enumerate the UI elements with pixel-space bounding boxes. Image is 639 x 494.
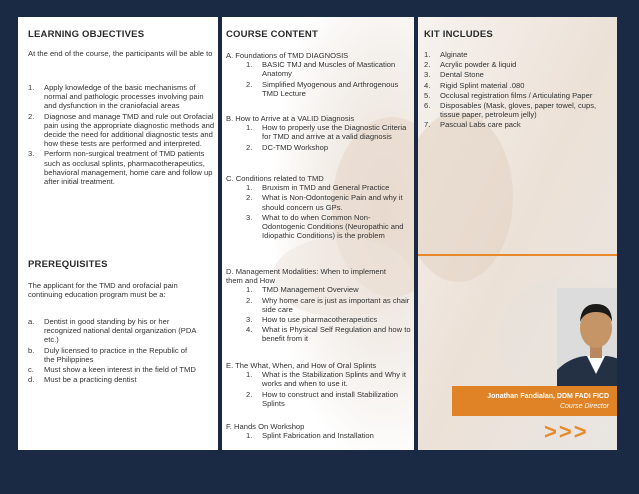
list-item: 4. What is Physical Self Regulation and how to benefit from it [246,325,411,344]
list-item: 1. Apply knowledge of the basic mechanisms of normal and pathologic processes involving pain and dysfunction in the craniofacial areas [28,83,204,111]
prerequisites-intro: The applicant for the TMD and orofacial pain continuing education program must be a: [28,281,178,300]
course-section-d [226,267,412,345]
list-item: 2. What is Non-Odontogenic Pain and why it should concern us GPs. [246,193,403,212]
list-item: 1. BASIC TMJ and Muscles of Mastication Anatomy [246,60,396,79]
list-item: 2. Diagnose and manage TMD and rule out Orofacial pain using the appropriate diagnostic methods and decide the need for additional diagnostic tests and how these tests are performed and interpreted. [28,111,215,149]
list-item: 1. Bruxism in TMD and General Practice [246,183,390,193]
panel-right [418,17,617,450]
learning-objectives-intro: At the end of the course, the participants will be able to [28,49,213,58]
course-section-e [226,361,412,409]
section-title: A. Foundations of TMD DIAGNOSIS [226,51,349,60]
list-item: 2. DC-TMD Workshop [246,142,329,152]
list-item: 6. Disposables (Mask, gloves, paper towel, cups, tissue paper, petroleum jelly) [424,101,597,120]
section-title: C. Conditions related to TMD [226,174,324,183]
director-role: Course Director [559,403,609,410]
director-portrait [557,288,617,386]
list-item: 3. What to do when Common Non-Odontogenic Conditions (Neuropathic and Idiopathic Conditions) is the problem [246,212,404,241]
prerequisites-heading: PREREQUISITES [28,259,108,270]
list-item: d. Must be a practicing dentist [28,375,137,385]
list-item: 3. How to use pharmacotherapeutics [246,315,378,325]
learning-objectives-heading: LEARNING OBJECTIVES [28,29,145,40]
list-item: 5. Occlusal registration films / Articulating Paper [424,90,593,100]
list-item: 2. Simplified Myogenous and Arthrogenous TMD Lecture [246,79,399,98]
list-item: 3. Dental Stone [424,70,484,80]
prerequisites-list [28,317,198,385]
list-item: 1. Splint Fabrication and Installation [246,431,374,441]
list-item: 4. Rigid Splint material .080 [424,80,525,90]
list-item: 2. Why home care is just as important as chair side care [246,295,410,314]
section-title: B. How to Arrive at a VALID Diagnosis [226,114,355,123]
course-section-f [226,422,412,441]
list-item: 2. How to construct and install Stabilization Splints [246,389,398,408]
kit-includes-heading: KIT INCLUDES [424,29,493,40]
list-item: b. Duly licensed to practice in the Republic of the Philippines [28,345,188,364]
list-item: 1. How to properly use the Diagnostic Criteria for TMD and arrive at a valid diagnosis [246,123,407,142]
course-content-heading: COURSE CONTENT [226,29,318,40]
section-title: D. Management Modalities: When to implement them and How [226,267,386,286]
list-item: 1. What is the Stabilization Splints and Why it works and when to use it. [246,370,406,389]
course-section-c [226,174,412,241]
list-item: c. Must show a keen interest in the field of TMD [28,365,196,375]
list-item: a. Dentist in good standing by his or her recognized national dental organization (PDA etc.) [28,317,196,345]
kit-list [424,50,604,131]
panel-left [18,17,218,450]
director-name: Jonathan Fandialan, DDM FADI FICD [487,393,609,400]
next-arrows-icon: >>> [544,419,589,444]
list-item: 1. TMD Management Overview [246,285,359,295]
panel-middle [222,17,414,450]
course-section-a [226,51,412,99]
learning-objectives-list [28,83,218,187]
section-title: F. Hands On Workshop [226,422,305,431]
list-item: 7. Pascual Labs care pack [424,120,521,130]
list-item: 2. Acrylic powder & liquid [424,60,517,70]
list-item: 3. Perform non-surgical treatment of TMD patients such as occlusal splints, pharmacotherapeutics, behavioral management, home care and follow up after initial treatment. [28,149,213,187]
section-title: E. The What, When, and How of Oral Splints [226,361,377,370]
accent-line [418,254,617,256]
director-caption [452,386,617,416]
list-item: 1. Alginate [424,50,468,59]
course-section-b [226,114,412,153]
